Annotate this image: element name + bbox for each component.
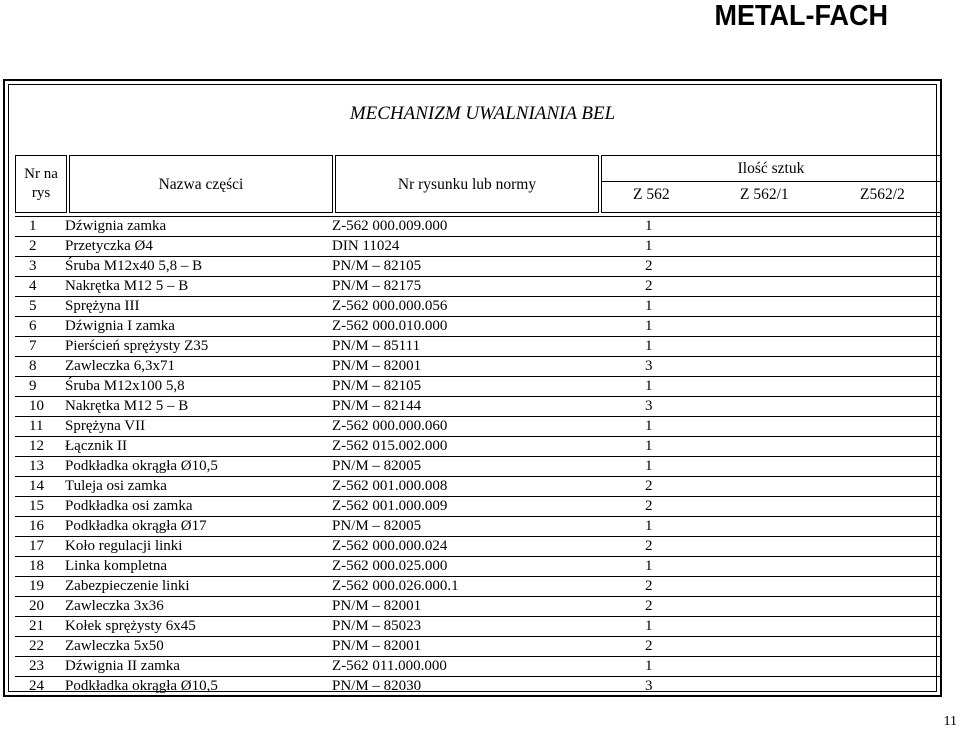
header-drawing: Nr rysunku lub normy bbox=[335, 155, 599, 213]
row-number: 4 bbox=[29, 278, 37, 294]
drawing-number: PN/M – 82030 bbox=[332, 678, 422, 694]
drawing-number: Z-562 015.002.000 bbox=[332, 438, 448, 454]
header-qty-z562-1: Z 562/1 bbox=[740, 186, 789, 203]
table-row bbox=[15, 296, 941, 316]
row-number: 3 bbox=[29, 258, 37, 274]
drawing-number: Z-562 000.000.060 bbox=[332, 418, 448, 434]
quantity-z562: 1 bbox=[645, 238, 653, 254]
table-row bbox=[15, 396, 941, 416]
quantity-z562: 1 bbox=[645, 558, 653, 574]
part-name: Śruba M12x100 5,8 bbox=[65, 378, 185, 394]
page-title bbox=[9, 103, 936, 125]
table-row bbox=[15, 536, 941, 556]
table-row bbox=[15, 276, 941, 296]
row-number: 2 bbox=[29, 238, 37, 254]
header-quantity bbox=[601, 155, 941, 213]
parts-list-frame bbox=[3, 79, 942, 697]
quantity-z562: 1 bbox=[645, 438, 653, 454]
row-number: 24 bbox=[29, 678, 44, 694]
part-name: Linka kompletna bbox=[65, 558, 168, 574]
table-row bbox=[15, 376, 941, 396]
row-number: 17 bbox=[29, 538, 44, 554]
table-row bbox=[15, 576, 941, 596]
part-name: Łącznik II bbox=[65, 438, 128, 454]
quantity-z562: 2 bbox=[645, 278, 653, 294]
row-number: 6 bbox=[29, 318, 37, 334]
drawing-number: Z-562 000.025.000 bbox=[332, 558, 448, 574]
drawing-number: PN/M – 82105 bbox=[332, 258, 422, 274]
quantity-z562: 2 bbox=[645, 478, 653, 494]
header-nr: Nr na rys bbox=[15, 155, 67, 213]
table-row bbox=[15, 436, 941, 456]
quantity-z562: 2 bbox=[645, 538, 653, 554]
drawing-number: PN/M – 85023 bbox=[332, 618, 422, 634]
row-number: 5 bbox=[29, 298, 37, 314]
table-row bbox=[15, 596, 941, 616]
drawing-number: PN/M – 82144 bbox=[332, 398, 422, 414]
table-row bbox=[15, 456, 941, 476]
drawing-number: PN/M – 82001 bbox=[332, 358, 422, 374]
row-number: 16 bbox=[29, 518, 44, 534]
table-row bbox=[15, 216, 941, 236]
table-row bbox=[15, 516, 941, 536]
part-name: Sprężyna III bbox=[65, 298, 140, 314]
table-row bbox=[15, 316, 941, 336]
drawing-number: Z-562 001.000.008 bbox=[332, 478, 448, 494]
table-row bbox=[15, 476, 941, 496]
part-name: Nakrętka M12 5 – B bbox=[65, 398, 189, 414]
table-row bbox=[15, 496, 941, 516]
brand-logo-text: METAL-FACH bbox=[714, 0, 888, 32]
drawing-number: PN/M – 82175 bbox=[332, 278, 422, 294]
quantity-z562: 1 bbox=[645, 618, 653, 634]
table-row bbox=[15, 676, 941, 696]
header-qty-z562-2: Z562/2 bbox=[860, 186, 905, 203]
row-number: 14 bbox=[29, 478, 44, 494]
page-number: 11 bbox=[943, 714, 957, 729]
table-row bbox=[15, 336, 941, 356]
header-quantity-label: Ilość sztuk bbox=[602, 156, 940, 182]
quantity-z562: 3 bbox=[645, 398, 653, 414]
quantity-z562: 2 bbox=[645, 598, 653, 614]
drawing-number: PN/M – 82005 bbox=[332, 518, 422, 534]
page-title-text: MECHANIZM UWALNIANIA BEL bbox=[349, 103, 616, 124]
drawing-number: PN/M – 82001 bbox=[332, 598, 422, 614]
drawing-number: PN/M – 82001 bbox=[332, 638, 422, 654]
drawing-number: PN/M – 82105 bbox=[332, 378, 422, 394]
part-name: Koło regulacji linki bbox=[65, 538, 183, 554]
part-name: Nakrętka M12 5 – B bbox=[65, 278, 189, 294]
drawing-number: Z-562 001.000.009 bbox=[332, 498, 448, 514]
parts-list-inner bbox=[8, 84, 937, 692]
quantity-z562: 3 bbox=[645, 678, 653, 694]
table-row bbox=[15, 556, 941, 576]
drawing-number: PN/M – 82005 bbox=[332, 458, 422, 474]
drawing-number: Z-562 000.010.000 bbox=[332, 318, 448, 334]
drawing-number: Z-562 000.026.000.1 bbox=[332, 578, 459, 594]
table-row bbox=[15, 656, 941, 676]
quantity-z562: 2 bbox=[645, 578, 653, 594]
row-number: 8 bbox=[29, 358, 37, 374]
part-name: Zawleczka 6,3x71 bbox=[65, 358, 175, 374]
quantity-z562: 2 bbox=[645, 258, 653, 274]
drawing-number: DIN 11024 bbox=[332, 238, 400, 254]
quantity-z562: 1 bbox=[645, 418, 653, 434]
row-number: 20 bbox=[29, 598, 44, 614]
part-name: Podkładka osi zamka bbox=[65, 498, 193, 514]
row-number: 22 bbox=[29, 638, 44, 654]
header-name: Nazwa części bbox=[69, 155, 333, 213]
row-number: 1 bbox=[29, 218, 37, 234]
part-name: Śruba M12x40 5,8 – B bbox=[65, 258, 203, 274]
row-number: 18 bbox=[29, 558, 44, 574]
quantity-z562: 1 bbox=[645, 518, 653, 534]
brand-logo bbox=[715, 0, 888, 34]
row-number: 9 bbox=[29, 378, 37, 394]
quantity-z562: 1 bbox=[645, 298, 653, 314]
quantity-z562: 1 bbox=[645, 458, 653, 474]
row-number: 19 bbox=[29, 578, 44, 594]
quantity-z562: 2 bbox=[645, 498, 653, 514]
table-row bbox=[15, 356, 941, 376]
quantity-z562: 1 bbox=[645, 378, 653, 394]
row-number: 11 bbox=[29, 418, 44, 434]
row-number: 13 bbox=[29, 458, 44, 474]
parts-table-body bbox=[15, 216, 941, 696]
drawing-number: PN/M – 85111 bbox=[332, 338, 421, 354]
row-number: 21 bbox=[29, 618, 44, 634]
header-qty-z562: Z 562 bbox=[633, 186, 670, 203]
part-name: Podkładka okrągła Ø10,5 bbox=[65, 458, 218, 474]
part-name: Tuleja osi zamka bbox=[65, 478, 167, 494]
row-number: 7 bbox=[29, 338, 37, 354]
quantity-z562: 2 bbox=[645, 638, 653, 654]
row-number: 10 bbox=[29, 398, 44, 414]
drawing-number: Z-562 011.000.000 bbox=[332, 658, 447, 674]
table-row bbox=[15, 636, 941, 656]
quantity-z562: 1 bbox=[645, 218, 653, 234]
row-number: 23 bbox=[29, 658, 44, 674]
part-name: Zawleczka 5x50 bbox=[65, 638, 164, 654]
row-number: 15 bbox=[29, 498, 44, 514]
part-name: Sprężyna VII bbox=[65, 418, 146, 434]
table-row bbox=[15, 416, 941, 436]
drawing-number: Z-562 000.000.024 bbox=[332, 538, 448, 554]
quantity-z562: 3 bbox=[645, 358, 653, 374]
part-name: Dźwignia zamka bbox=[65, 218, 167, 234]
part-name: Podkładka okrągła Ø17 bbox=[65, 518, 207, 534]
table-row bbox=[15, 236, 941, 256]
quantity-z562: 1 bbox=[645, 318, 653, 334]
table-row bbox=[15, 256, 941, 276]
part-name: Zabezpieczenie linki bbox=[65, 578, 190, 594]
table-row bbox=[15, 616, 941, 636]
drawing-number: Z-562 000.009.000 bbox=[332, 218, 448, 234]
drawing-number: Z-562 000.000.056 bbox=[332, 298, 448, 314]
part-name: Dźwignia I zamka bbox=[65, 318, 175, 334]
quantity-z562: 1 bbox=[645, 658, 653, 674]
part-name: Podkładka okrągła Ø10,5 bbox=[65, 678, 218, 694]
part-name: Pierścień sprężysty Z35 bbox=[65, 338, 209, 354]
part-name: Zawleczka 3x36 bbox=[65, 598, 164, 614]
part-name: Przetyczka Ø4 bbox=[65, 238, 153, 254]
part-name: Dźwignia II zamka bbox=[65, 658, 180, 674]
part-name: Kołek sprężysty 6x45 bbox=[65, 618, 196, 634]
quantity-z562: 1 bbox=[645, 338, 653, 354]
row-number: 12 bbox=[29, 438, 44, 454]
